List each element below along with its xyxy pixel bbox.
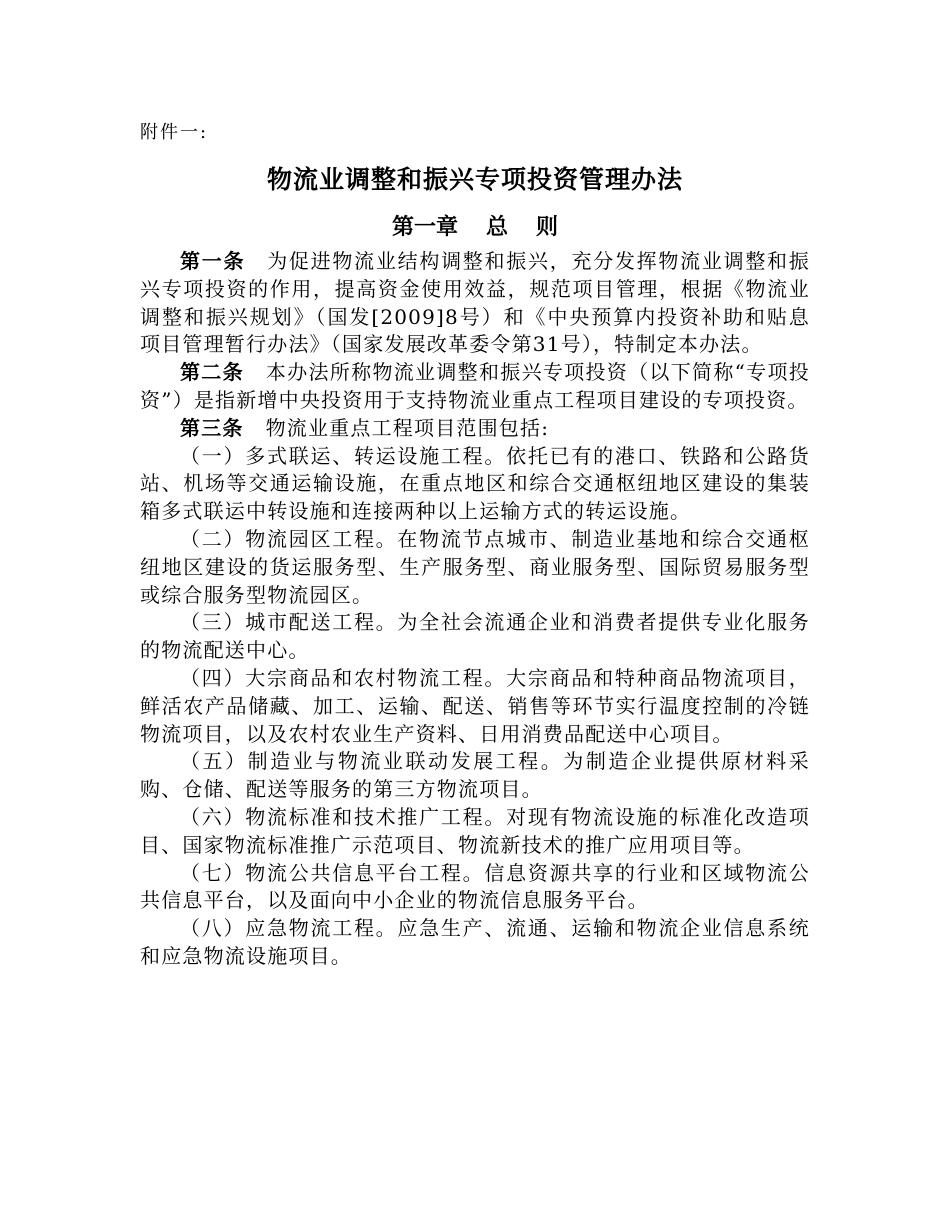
list-item: （五）制造业与物流业联动发展工程。为制造企业提供原材料采购、仓储、配送等服务的第三方物流项目。 <box>140 749 810 802</box>
chapter-heading <box>0 210 950 241</box>
attachment-label: 附件一: <box>140 122 209 143</box>
list-item: （八）应急物流工程。应急生产、流通、运输和物流企业信息系统和应急物流设施项目。 <box>140 916 810 968</box>
chapter-name-part2: 则 <box>536 215 559 240</box>
article-text: 物流业重点工程项目范围包括: <box>265 415 550 440</box>
article-3 <box>140 415 810 443</box>
article-label: 第一条 <box>180 249 246 273</box>
chapter-number: 第一章 <box>391 215 458 240</box>
document-body <box>140 248 810 971</box>
article-label: 第三条 <box>180 415 244 440</box>
article-text: 本办法所称物流业调整和振兴专项投资（以下简称“专项投资”）是指新增中央投资用于支持物流业重点工程项目建设的专项投资。 <box>140 360 810 412</box>
list-item: （七）物流公共信息平台工程。信息资源共享的行业和区域物流公共信息平台，以及面向中小企业的物流信息服务平台。 <box>140 860 810 913</box>
list-item: （二）物流园区工程。在物流节点城市、制造业基地和综合交通枢纽地区建设的货运服务型、生产服务型、商业服务型、国际贸易服务型或综合服务型物流园区。 <box>140 526 810 607</box>
document-title: 物流业调整和振兴专项投资管理办法 <box>266 165 683 194</box>
article-label: 第二条 <box>180 360 244 385</box>
list-item: （四）大宗商品和农村物流工程。大宗商品和特种商品物流项目，鲜活农产品储藏、加工、运输、配送、销售等环节实行温度控制的冷链物流项目，以及农村农业生产资料、日用消费品配送中心项目。 <box>140 665 810 746</box>
article-text: 为促进物流业结构调整和振兴，充分发挥物流业调整和振兴专项投资的作用，提高资金使用效益，规范项目管理，根据《物流业调整和振兴规划》（国发[2009]8号）和《中央预算内投资补助和贴息项目管理暂行办法》（国家发展改革委令第31号），特制定本办法。 <box>140 249 810 357</box>
chapter-name-part1: 总 <box>485 215 508 240</box>
list-item: （三）城市配送工程。为全社会流通企业和消费者提供专业化服务的物流配送中心。 <box>140 610 810 663</box>
article-2 <box>140 359 810 415</box>
list-item: （一）多式联运、转运设施工程。依托已有的港口、铁路和公路货站、机场等交通运输设施，在重点地区和综合交通枢纽地区建设的集装箱多式联运中转设施和连接两种以上运输方式的转运设施。 <box>140 443 810 524</box>
list-item: （六）物流标准和技术推广工程。对现有物流设施的标准化改造项目、国家物流标准推广示范项目、物流新技术的推广应用项目等。 <box>140 804 810 857</box>
article-1 <box>140 248 810 359</box>
